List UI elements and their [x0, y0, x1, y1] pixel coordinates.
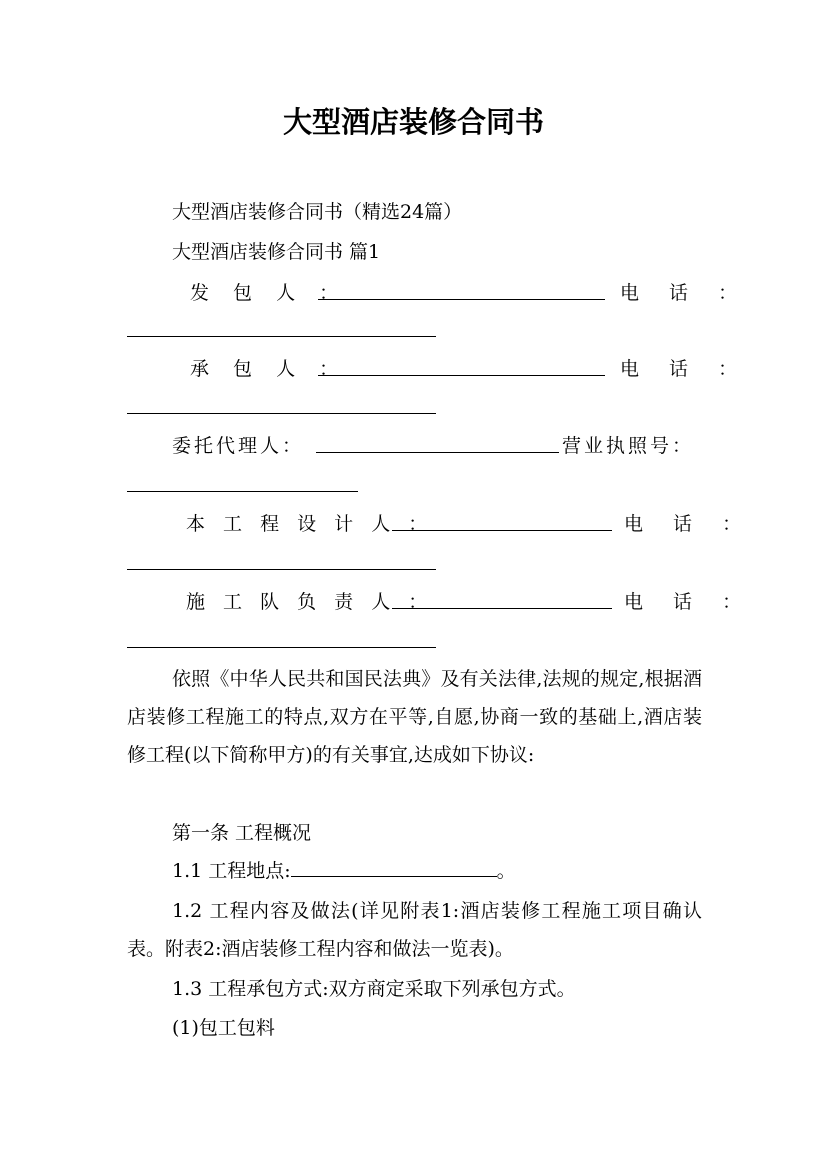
foreman-label: 施 工 队 负 责 人 ： [186, 591, 434, 613]
document-subtitle: 大型酒店装修合同书（精选24篇） [172, 201, 463, 223]
chapter-heading: 大型酒店装修合同书 篇1 [172, 241, 381, 263]
contractor-phone-blank [127, 413, 436, 414]
document-title: 大型酒店装修合同书 [282, 105, 544, 139]
item-1-1-label: 1.1 工程地点: [172, 860, 291, 882]
item-1-3-1: (1)包工包料 [172, 1017, 275, 1039]
designer-label: 本 工 程 设 计 人 ： [186, 513, 434, 535]
contractor-phone-label: 电 话 ： [620, 358, 750, 380]
license-label: 营业执照号： [562, 435, 695, 457]
foreman-blank [392, 608, 612, 609]
article-1-title: 第一条 工程概况 [172, 822, 312, 844]
item-1-2: 1.2 工程内容及做法(详见附表1:酒店装修工程施工项目确认表。附表2:酒店装修工程内容和做法一览表)。 [127, 900, 702, 960]
designer-phone-blank [127, 569, 436, 570]
employer-blank [318, 299, 605, 300]
intro-paragraph: 依照《中华人民共和国民法典》及有关法律,法规的规定,根据酒店装修工程施工的特点,双方在平等,自愿,协商一致的基础上,酒店装修工程(以下简称甲方)的有关事宜,达成如下协议: [127, 668, 702, 766]
location-blank [291, 858, 497, 877]
license-blank [127, 491, 358, 492]
designer-phone-label: 电 话 ： [624, 513, 754, 535]
contractor-blank [318, 375, 605, 376]
employer-phone-blank [127, 336, 436, 337]
foreman-phone-blank [127, 647, 436, 648]
employer-phone-label: 电 话 ： [620, 282, 750, 304]
item-1-1-end: 。 [496, 860, 516, 882]
foreman-phone-label: 电 话 ： [624, 591, 754, 613]
contractor-label: 承 包 人 ： [190, 358, 348, 380]
agent-label: 委托代理人： [172, 435, 305, 457]
item-1-3: 1.3 工程承包方式:双方商定采取下列承包方式。 [172, 978, 576, 1000]
item-1-1 [172, 858, 516, 884]
employer-label: 发 包 人 ： [190, 282, 348, 304]
agent-blank [316, 452, 559, 453]
designer-blank [392, 530, 612, 531]
